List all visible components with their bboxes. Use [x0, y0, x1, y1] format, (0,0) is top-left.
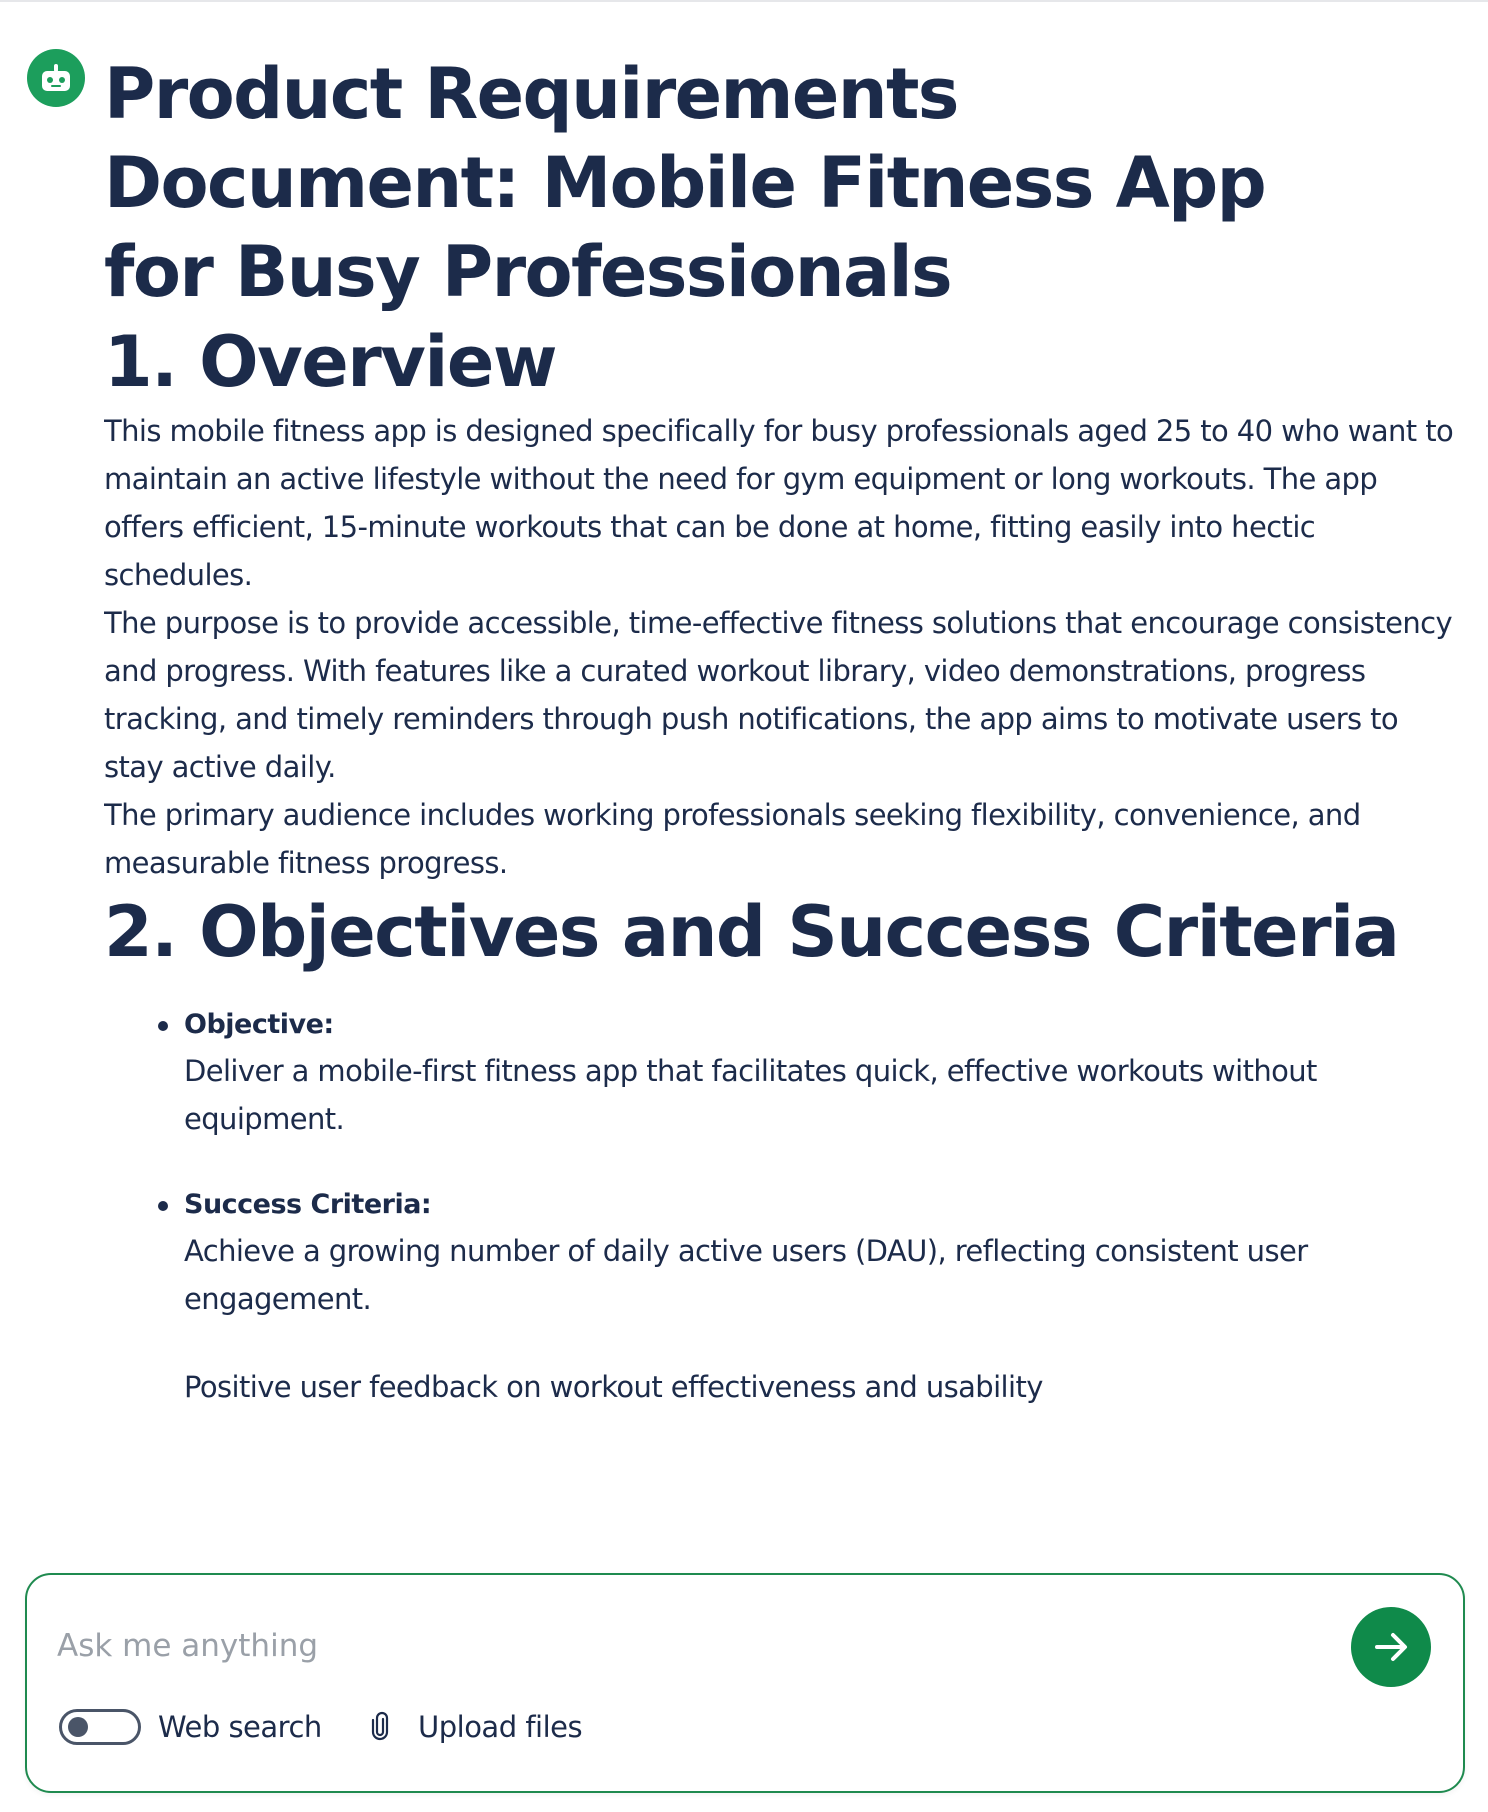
overview-paragraph: This mobile fitness app is designed specifically for busy professionals aged 25 to 40 who want to maintain an active lifestyle without the need for gym equipment or long workouts. The app offers efficient, 15-minute workouts that can be done at home, fitting easily into hectic schedules.	[104, 414, 1454, 592]
bullet-dot	[158, 1201, 168, 1211]
send-button[interactable]	[1351, 1607, 1431, 1687]
bullet-label: Objective:	[184, 1009, 334, 1040]
arrow-right-icon	[1351, 1607, 1431, 1687]
bullet-text: Achieve a growing number of daily active users (DAU), reflecting consistent user engagement.	[184, 1234, 1308, 1316]
robot-icon	[27, 49, 85, 107]
paperclip-icon	[371, 1711, 389, 1741]
bullet-dot	[158, 1021, 168, 1031]
overview-heading: 1. Overview	[104, 321, 557, 403]
list-item	[184, 1003, 1434, 1143]
toggle-knob	[68, 1717, 88, 1737]
document-title: Product Requirements Document: Mobile Fitness App for Busy Professionals	[104, 53, 1266, 313]
top-divider	[0, 0, 1488, 2]
assistant-message	[104, 50, 1454, 1522]
assistant-avatar	[27, 49, 85, 107]
bullet-label: Success Criteria:	[184, 1189, 432, 1220]
chat-composer	[25, 1573, 1465, 1793]
web-search-label[interactable]: Web search	[158, 1710, 322, 1744]
audience-paragraph: The primary audience includes working professionals seeking flexibility, convenience, and measurable fitness progress.	[104, 798, 1361, 880]
purpose-paragraph: The purpose is to provide accessible, time-effective fitness solutions that encourage consistency and progress. With features like a curated workout library, video demonstrations, progress tracking, and timely reminders through push notifications, the app aims to motivate users to stay active daily.	[104, 606, 1453, 784]
list-item	[184, 1183, 1434, 1323]
web-search-toggle[interactable]	[59, 1709, 141, 1745]
list-item	[184, 1363, 1434, 1411]
objectives-heading: 2. Objectives and Success Criteria	[104, 891, 1399, 973]
objectives-list	[104, 1003, 1454, 1411]
upload-files-label: Upload files	[418, 1710, 583, 1744]
bullet-text: Deliver a mobile-first fitness app that facilitates quick, effective workouts without equipment.	[184, 1054, 1317, 1136]
scroll-fade	[0, 1520, 1488, 1570]
ask-input[interactable]	[57, 1621, 1137, 1671]
partial-line: Positive user feedback on workout effectiveness and usability	[184, 1370, 1043, 1404]
